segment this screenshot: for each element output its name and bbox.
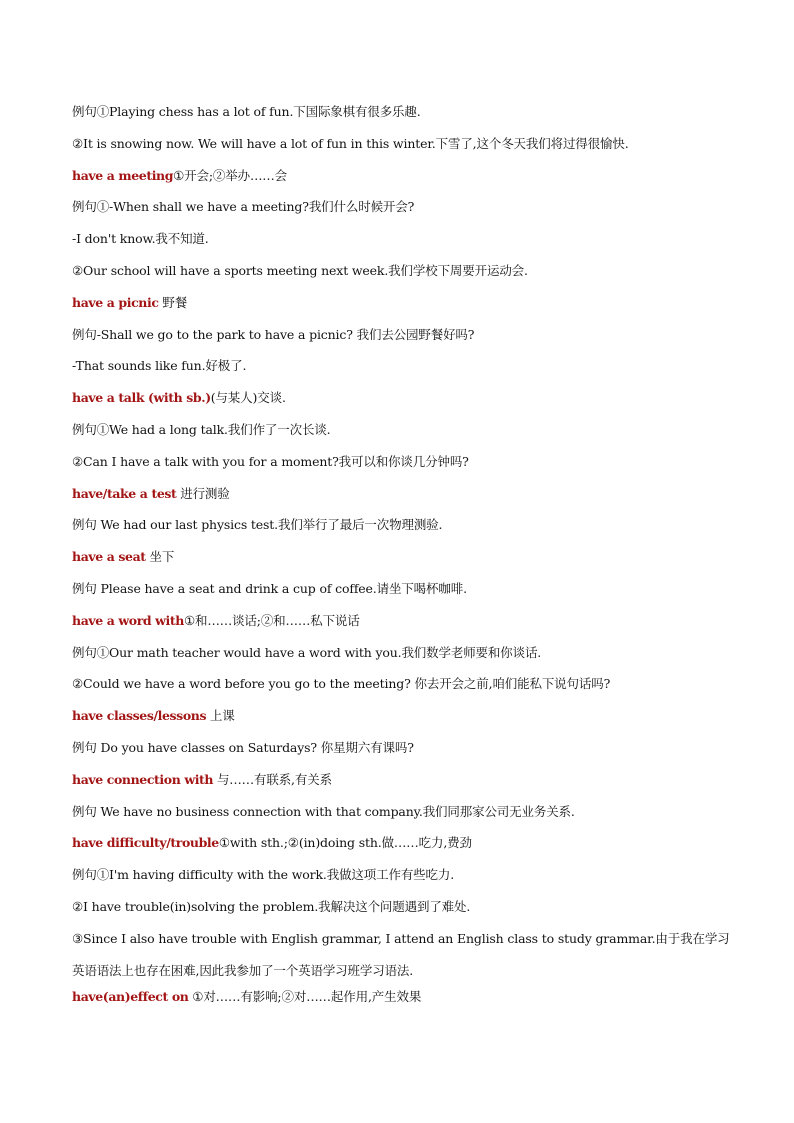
entry-line [72, 165, 732, 197]
example-text: ②Our school will have a sports meeting next week.我们学校下周要开运动会. [72, 262, 528, 278]
phrase-heading: have difficulty/trouble [72, 835, 219, 851]
example-line [72, 451, 732, 483]
example-text: 例句①Our math teacher would have a word with you.我们数学老师要和你谈话. [72, 644, 542, 660]
entry-line [72, 986, 732, 1018]
example-line [72, 324, 732, 356]
example-line [72, 133, 732, 165]
entry-line [72, 610, 732, 642]
example-text: ②Can I have a talk with you for a moment?我可以和你谈几分钟吗? [72, 453, 469, 469]
phrase-heading: have connection with [72, 771, 214, 787]
phrase-heading: have/take a test [72, 485, 177, 501]
example-text: ②It is snowing now. We will have a lot of fun in this winter.下雪了,这个冬天我们将过得很愉快. [72, 135, 629, 151]
example-line [72, 737, 732, 769]
phrase-gloss: 与……有联系,有关系 [213, 771, 332, 787]
phrase-heading: have a talk (with sb.) [72, 390, 211, 406]
example-text: 例句 We had our last physics test.我们举行了最后一次物理测验. [72, 517, 443, 533]
entry-line [72, 483, 732, 515]
example-line-wrapped [72, 923, 732, 987]
entry-line [72, 705, 732, 737]
phrase-heading: have classes/lessons [72, 708, 207, 724]
example-text: 例句①Playing chess has a lot of fun.下国际象棋有很多乐趣. [72, 104, 421, 119]
phrase-gloss: ①开会;②举办……会 [173, 167, 288, 183]
example-line [72, 801, 732, 833]
example-text: 例句①-When shall we have a meeting?我们什么时候开会? [72, 199, 415, 215]
phrase-heading: have a word with [72, 612, 184, 628]
phrase-gloss: ①对……有影响;②对……起作用,产生效果 [188, 989, 422, 1005]
entry-line [72, 832, 732, 864]
phrase-gloss: ①with sth.;②(in)doing sth.做……吃力,费劲 [218, 835, 472, 851]
phrase-heading: have a seat [72, 549, 146, 565]
example-line [72, 864, 732, 896]
example-text: ②I have trouble(in)solving the problem.我解决这个问题遇到了难处. [72, 898, 471, 914]
example-text: ②Could we have a word before you go to the meeting? 你去开会之前,咱们能私下说句话吗? [72, 676, 611, 692]
phrase-gloss: 上课 [206, 708, 235, 724]
example-text: 例句 Please have a seat and drink a cup of coffee.请坐下喝杯咖啡. [72, 580, 467, 596]
example-text: -I don't know.我不知道. [72, 231, 209, 247]
entry-line [72, 769, 732, 801]
example-text: 例句 Do you have classes on Saturdays? 你星期六有课吗? [72, 739, 414, 755]
example-text: ③Since I also have trouble with English grammar, I attend an English class to study grammar.由于我在学习英语语法上也存在困难,因此我参加了一个英语学习班学习语法. [72, 930, 730, 978]
document-body [72, 101, 732, 1018]
example-line [72, 673, 732, 705]
phrase-heading: have a picnic [72, 294, 159, 310]
phrase-heading: have(an)effect on [72, 989, 189, 1005]
phrase-gloss: 野餐 [158, 294, 188, 310]
example-line [72, 514, 732, 546]
example-line [72, 642, 732, 674]
example-line [72, 355, 732, 387]
phrase-gloss: ①和……谈话;②和……私下说话 [183, 612, 360, 628]
example-text: 例句 We have no business connection with that company.我们同那家公司无业务关系. [72, 803, 575, 819]
example-line [72, 228, 732, 260]
example-text: 例句①I'm having difficulty with the work.我做这项工作有些吃力. [72, 867, 455, 883]
entry-line [72, 292, 732, 324]
entry-line [72, 546, 732, 578]
example-line [72, 196, 732, 228]
example-line [72, 101, 732, 133]
phrase-gloss: (与某人)交谈. [210, 390, 286, 406]
example-line [72, 578, 732, 610]
example-line [72, 260, 732, 292]
entry-line [72, 387, 732, 419]
example-text: 例句-Shall we go to the park to have a picnic? 我们去公园野餐好吗? [72, 326, 475, 342]
example-text: -That sounds like fun.好极了. [72, 358, 247, 374]
example-line [72, 419, 732, 451]
phrase-gloss: 坐下 [145, 549, 175, 565]
phrase-gloss: 进行测验 [176, 485, 230, 501]
example-text: 例句①We had a long talk.我们作了一次长谈. [72, 421, 331, 437]
phrase-heading: have a meeting [72, 167, 174, 183]
